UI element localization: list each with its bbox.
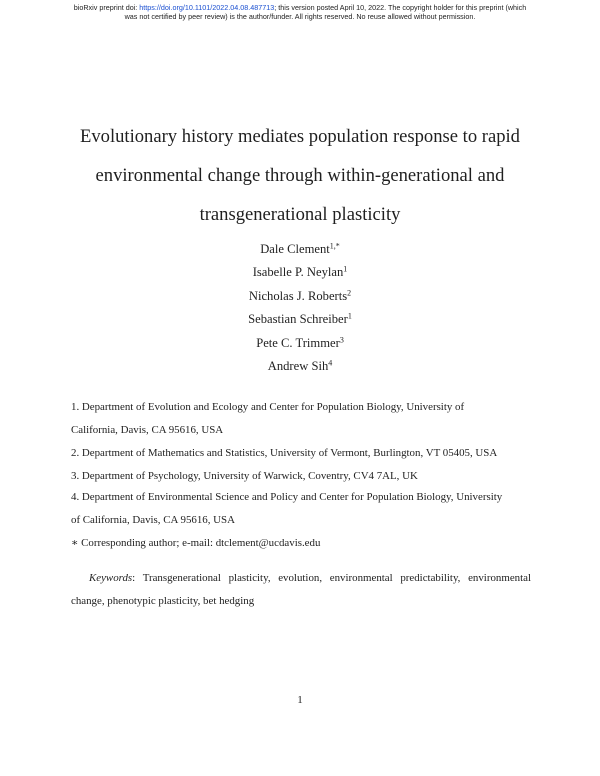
header-line-1: bioRxiv preprint doi: https://doi.org/10.1101/2022.04.08.487713; this version posted April 10, 2022. The copyright holder for this preprint (which: [73, 3, 527, 12]
title-line-2: environmental change through within-generational and: [95, 165, 505, 186]
paper-title: [40, 117, 560, 234]
keywords-text: Transgenerational plasticity, evolution, environmental predictability, environmental change, phenotypic plasticity, bet hedging: [71, 572, 531, 608]
affiliation-2: 2. Department of Mathematics and Statistics, University of Vermont, Burlington, VT 05405, USA: [71, 447, 498, 459]
author-affiliation-mark: 1: [343, 265, 348, 274]
title-line-3: transgenerational plasticity: [199, 204, 401, 225]
author-affiliation-mark: 1,*: [329, 241, 340, 251]
affiliation-4-line-2: of California, Davis, CA 95616, USA: [71, 514, 235, 526]
author-affiliation-mark: 2: [347, 288, 352, 298]
author-affiliation-mark: 1: [347, 311, 352, 321]
keywords-label: Keywords: [89, 572, 133, 584]
author-affiliation-mark: 4: [328, 358, 333, 368]
header-line-2: was not certified by peer review) is the author/funder. All rights reserved. No reuse allowed without permission.: [124, 12, 476, 21]
author: Nicholas J. Roberts$^2$: [248, 288, 352, 303]
author: Pete C. Trimmer$^3$: [256, 335, 344, 350]
affiliation-4-line-1: 4. Department of Environmental Science and Policy and Center for Population Biology, University: [71, 491, 503, 503]
keywords: Keywords: Transgenerational plasticity, evolution, environmental predictability, environmental change, phenotypic plasticity, bet hedging: [71, 572, 531, 608]
corresponding-author: ∗ Corresponding author; e-mail: dtclement@ucdavis.edu: [71, 537, 321, 549]
author-list: [0, 238, 600, 378]
author: Isabelle P. Neylan$^1$: [252, 265, 348, 280]
author: Andrew Sih$^4$: [267, 358, 333, 373]
author: Sebastian Schreiber$^1$: [248, 311, 352, 327]
title-line-1: Evolutionary history mediates population response to rapid: [80, 126, 520, 147]
page-number: 1: [297, 694, 303, 706]
affiliation-3: 3. Department of Psychology, University of Warwick, Coventry, CV4 7AL, UK: [71, 470, 418, 482]
preprint-header: [0, 3, 600, 21]
affiliation-1-line-1: 1. Department of Evolution and Ecology and Center for Population Biology, University of: [71, 401, 465, 413]
affiliation-1-line-2: California, Davis, CA 95616, USA: [71, 424, 224, 436]
author-affiliation-mark: 3: [339, 335, 344, 345]
author: Dale Clement$^{1,*}$: [260, 241, 340, 256]
doi-link[interactable]: https://doi.org/10.1101/2022.04.08.487713: [139, 3, 275, 12]
